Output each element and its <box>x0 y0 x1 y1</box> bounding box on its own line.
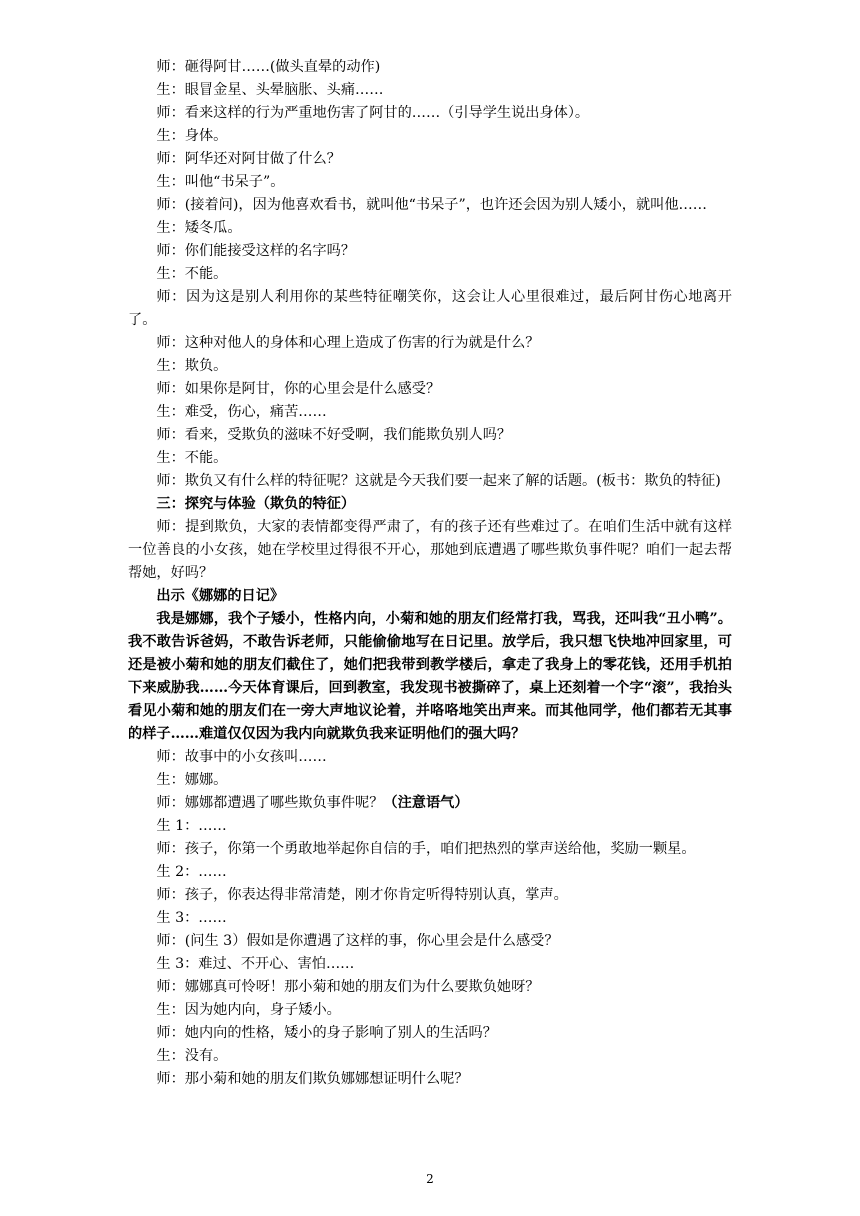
paragraph <box>128 286 732 332</box>
page-number: 2 <box>426 1172 434 1186</box>
paragraph-text: 师：娜娜真可怜呀！那小菊和她的朋友们为什么要欺负她呀？ <box>156 979 540 995</box>
paragraph <box>128 1068 732 1091</box>
paragraph <box>128 769 732 792</box>
paragraph <box>128 493 732 516</box>
paragraph <box>128 861 732 884</box>
paragraph <box>128 378 732 401</box>
paragraph <box>128 930 732 953</box>
paragraph-text: 师：因为这是别人利用你的某些特征嘲笑你，这会让人心里很难过，最后阿甘伤心地离开了。 <box>128 289 732 328</box>
paragraph <box>128 976 732 999</box>
paragraph <box>128 815 732 838</box>
paragraph-text: 师：砸得阿甘……(做头直晕的动作) <box>156 59 381 75</box>
paragraph-note: （注意语气） <box>383 795 469 811</box>
paragraph <box>128 194 732 217</box>
paragraph-text: 师：她内向的性格，矮小的身子影响了别人的生活吗？ <box>156 1025 497 1041</box>
paragraph <box>128 470 732 493</box>
paragraph-text: 师：孩子，你第一个勇敢地举起你自信的手，咱们把热烈的掌声送给他，奖励一颗星。 <box>156 841 696 857</box>
paragraph <box>128 746 732 769</box>
paragraph-text: 生：身体。 <box>156 128 228 144</box>
paragraph <box>128 585 732 608</box>
paragraph-text: 生：眼冒金星、头晕脑胀、头痛…… <box>156 82 384 98</box>
paragraph <box>128 516 732 585</box>
paragraph <box>128 102 732 125</box>
paragraph-text: 生：娜娜。 <box>156 772 228 788</box>
paragraph <box>128 608 732 746</box>
paragraph-text: 师：阿华还对阿甘做了什么？ <box>156 151 341 167</box>
paragraph-text: 师：看来这样的行为严重地伤害了阿甘的……（引导学生说出身体）。 <box>156 105 590 121</box>
paragraph-text: 师：看来，受欺负的滋味不好受啊，我们能欺负别人吗？ <box>156 427 512 443</box>
paragraph <box>128 171 732 194</box>
paragraph-text: 生：欺负。 <box>156 358 228 374</box>
paragraph <box>128 401 732 424</box>
paragraph <box>128 424 732 447</box>
paragraph <box>128 953 732 976</box>
paragraph-text: 生 1：…… <box>156 818 227 834</box>
paragraph-text: 师：提到欺负，大家的表情都变得严肃了，有的孩子还有些难过了。在咱们生活中就有这样一位善良的小女孩，她在学校里过得很不开心，那她到底遭遇了哪些欺负事件呢？咱们一起去帮帮她，好吗？ <box>128 519 732 581</box>
paragraph-text: 生：叫他“书呆子”。 <box>156 174 285 190</box>
paragraph <box>128 332 732 355</box>
paragraph <box>128 1022 732 1045</box>
paragraph-text: 师：这种对他人的身体和心理上造成了伤害的行为就是什么？ <box>156 335 540 351</box>
paragraph-text: 出示《娜娜的日记》 <box>156 588 285 604</box>
paragraph-text: 生：难受，伤心，痛苦…… <box>156 404 327 420</box>
paragraph <box>128 125 732 148</box>
paragraph <box>128 355 732 378</box>
paragraph-text: 师：那小菊和她的朋友们欺负娜娜想证明什么呢？ <box>156 1071 469 1087</box>
paragraph-text: 师：故事中的小女孩叫…… <box>156 749 327 765</box>
paragraph <box>128 148 732 171</box>
paragraph <box>128 56 732 79</box>
paragraph <box>128 447 732 470</box>
paragraph <box>128 999 732 1022</box>
paragraph-text: 生：因为她内向，身子矮小。 <box>156 1002 341 1018</box>
paragraph <box>128 907 732 930</box>
paragraph <box>128 263 732 286</box>
paragraph-text: 生：没有。 <box>156 1048 228 1064</box>
document-body <box>128 56 732 1091</box>
paragraph <box>128 240 732 263</box>
paragraph-text: 师：如果你是阿甘，你的心里会是什么感受？ <box>156 381 441 397</box>
paragraph-text: 生：不能。 <box>156 450 228 466</box>
paragraph-text: 生 2：…… <box>156 864 227 880</box>
paragraph-text: 三：探究与体验（欺负的特征） <box>156 496 356 512</box>
paragraph <box>128 217 732 240</box>
paragraph-text: 生：矮冬瓜。 <box>156 220 242 236</box>
paragraph-text: 师：娜娜都遭遇了哪些欺负事件呢？ <box>156 795 384 811</box>
paragraph <box>128 884 732 907</box>
paragraph-text: 生 3：难过、不开心、害怕…… <box>156 956 355 972</box>
paragraph-text: 师：孩子，你表达得非常清楚，刚才你肯定听得特别认真，掌声。 <box>156 887 568 903</box>
paragraph <box>128 838 732 861</box>
paragraph-text: 生 3：…… <box>156 910 227 926</box>
paragraph <box>128 79 732 102</box>
paragraph-text: 师：(问生 3）假如是你遭遇了这样的事，你心里会是什么感受？ <box>156 933 559 949</box>
paragraph-text: 师：(接着问)，因为他喜欢看书，就叫他“书呆子”，也许还会因为别人矮小，就叫他…… <box>156 197 707 213</box>
paragraph-text: 师：你们能接受这样的名字吗？ <box>156 243 356 259</box>
paragraph <box>128 792 732 815</box>
paragraph-text: 生：不能。 <box>156 266 228 282</box>
paragraph-text: 师：欺负又有什么样的特征呢？这就是今天我们要一起来了解的话题。(板书：欺负的特征) <box>156 473 721 489</box>
paragraph-text: 我是娜娜，我个子矮小，性格内向，小菊和她的朋友们经常打我，骂我，还叫我“丑小鸭”。我不敢告诉爸妈，不敢告诉老师，只能偷偷地写在日记里。放学后，我只想飞快地冲回家里，可还是被小菊和她的朋友们截住了，她们把我带到教学楼后，拿走了我身上的零花钱，还用手机拍下来威胁我……今天体育课后，回到教室，我发现书被撕碎了，桌上还刻着一个字“滚”，我抬头看见小菊和她的朋友们在一旁大声地议论着，并咯咯地笑出声来。而其他同学，他们都若无其事的样子……难道仅仅因为我内向就欺负我来证明他们的强大吗？ <box>128 611 732 742</box>
paragraph <box>128 1045 732 1068</box>
